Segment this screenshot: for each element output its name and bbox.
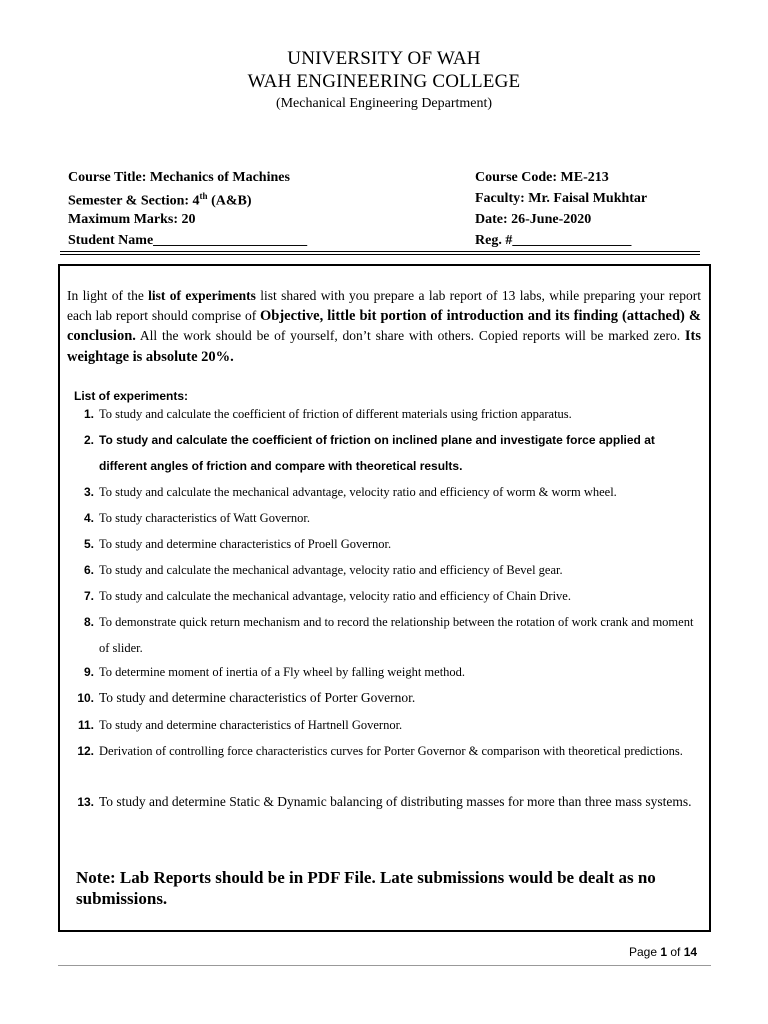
item-text: To study and determine Static & Dynamic balancing of distributing masses for more than three mass systems. xyxy=(99,794,692,809)
item-number: 5. xyxy=(83,537,94,551)
university-name: UNIVERSITY OF WAH xyxy=(287,48,481,69)
item-number: 12. xyxy=(77,744,94,758)
page-label: Page xyxy=(629,945,661,959)
intro-text-2: list shared with you prepare a lab report of 13 labs, while preparing your report each lab report should comprise of xyxy=(67,288,701,323)
item-text: To study and calculate the mechanical advantage, velocity ratio and efficiency of Bevel gear. xyxy=(99,563,563,577)
semester-superscript: th xyxy=(199,191,208,201)
footer-rule xyxy=(58,965,711,966)
item-number: 6. xyxy=(83,563,94,577)
page-total: 14 xyxy=(683,945,698,959)
intro-bold-1: list of experiments xyxy=(148,288,256,303)
reg-number-field: Reg. #_________________ xyxy=(475,233,632,248)
semester-prefix: Semester & Section: 4 xyxy=(68,193,200,209)
item-number: 9. xyxy=(83,665,94,679)
page-current: 1 xyxy=(660,945,668,959)
page-number xyxy=(629,945,697,959)
header-rule-bottom xyxy=(60,254,700,255)
item-number: 7. xyxy=(83,589,94,603)
list-title: List of experiments: xyxy=(74,389,189,403)
item-text: Derivation of controlling force characteristics curves for Porter Governor & comparison with theoretical predictions. xyxy=(99,744,683,758)
item-text: To determine moment of inertia of a Fly wheel by falling weight method. xyxy=(99,665,466,679)
department-name: (Mechanical Engineering Department) xyxy=(275,96,493,111)
item-text: To demonstrate quick return mechanism and to record the relationship between the rotation of work crank and moment of slider. xyxy=(99,615,694,655)
note: Note: Lab Reports should be in PDF File. Late submissions would be dealt as no submissions. xyxy=(76,868,656,908)
item-number: 4. xyxy=(83,511,94,525)
intro-text-1: In light of the xyxy=(67,288,149,303)
course-code: Course Code: ME-213 xyxy=(475,170,609,185)
item-number: 2. xyxy=(83,433,94,447)
item-text: To study and calculate the coefficient of friction on inclined plane and investigate force applied at different angles of friction and compare with theoretical results. xyxy=(99,433,655,473)
page-of-label: of xyxy=(667,945,684,959)
max-marks: Maximum Marks: 20 xyxy=(68,212,196,227)
item-number: 13. xyxy=(77,795,94,809)
intro-text-3: All the work should be of yourself, don’t share with others. Copied reports will be marked zero. xyxy=(135,328,685,343)
item-number: 8. xyxy=(83,615,94,629)
item-text: To study and calculate the mechanical advantage, velocity ratio and efficiency of worm & worm wheel. xyxy=(99,485,617,499)
student-name-field: Student Name______________________ xyxy=(68,233,308,248)
date: Date: 26-June-2020 xyxy=(475,212,592,227)
faculty: Faculty: Mr. Faisal Mukhtar xyxy=(475,191,648,206)
item-text: To study and determine characteristics of Hartnell Governor. xyxy=(99,718,403,732)
item-number: 11. xyxy=(77,718,94,732)
item-number: 3. xyxy=(83,485,94,499)
intro-bold-2: Objective, little bit portion of introduction and its finding (attached) & conclusion. xyxy=(67,307,701,344)
semester-suffix: (A&B) xyxy=(207,193,252,209)
item-text: To study characteristics of Watt Governor. xyxy=(99,511,311,525)
item-number: 1. xyxy=(83,407,94,421)
header-rule-top xyxy=(60,251,700,252)
item-text: To study and calculate the mechanical advantage, velocity ratio and efficiency of Chain Drive. xyxy=(99,589,571,603)
intro-bold-3: Its weightage is absolute 20%. xyxy=(67,328,701,365)
item-text: To study and calculate the coefficient of friction of different materials using friction apparatus. xyxy=(99,407,572,421)
item-text: To study and determine characteristics of Porter Governor. xyxy=(99,690,416,705)
item-text: To study and determine characteristics of Proell Governor. xyxy=(99,537,392,551)
item-number: 10. xyxy=(77,691,94,705)
intro-paragraph xyxy=(67,286,701,367)
course-title: Course Title: Mechanics of Machines xyxy=(68,170,290,185)
semester-section xyxy=(68,191,252,210)
college-name: WAH ENGINEERING COLLEGE xyxy=(247,71,521,92)
